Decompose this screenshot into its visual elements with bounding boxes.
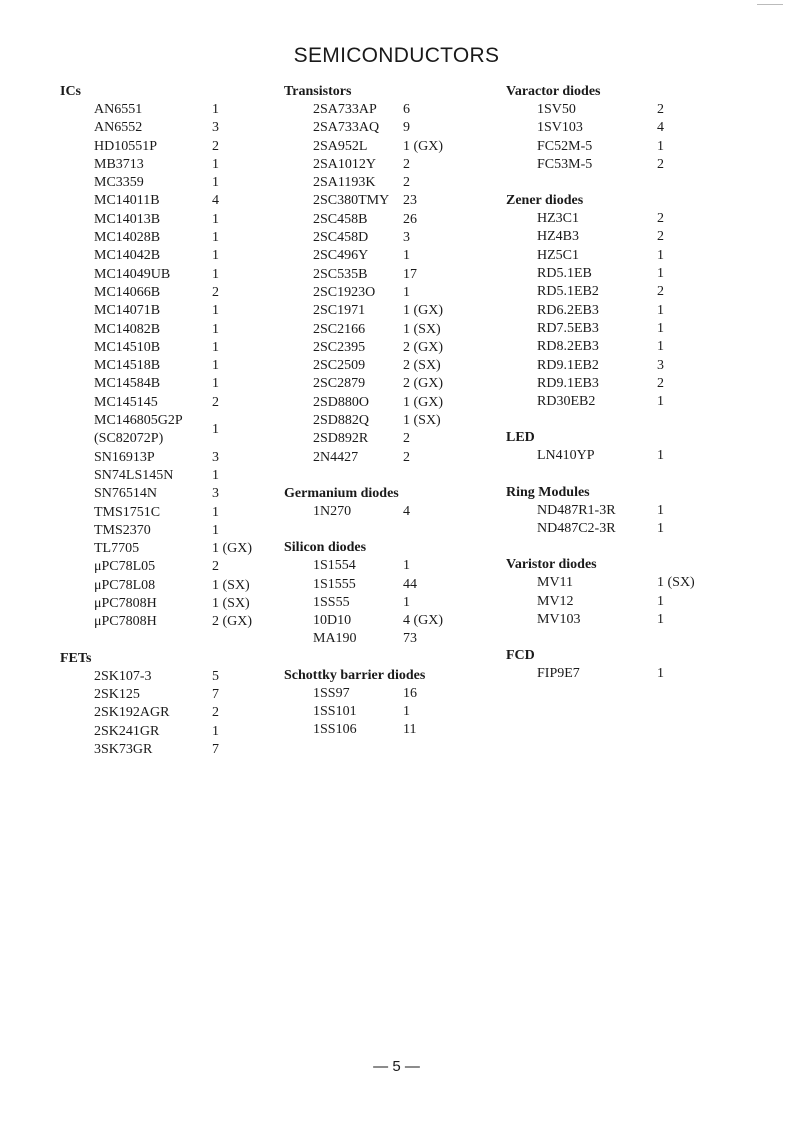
quantity: 5 <box>212 668 219 684</box>
part-number: RD9.1EB3 <box>537 375 599 391</box>
part-number: 3SK73GR <box>94 741 153 757</box>
list-item <box>284 156 514 174</box>
part-number: ND487R1-3R <box>537 502 616 518</box>
list-item <box>506 265 786 283</box>
list-item <box>60 412 290 449</box>
list-item <box>506 611 786 629</box>
part-number: 1SS101 <box>313 704 357 720</box>
quantity: 1 <box>657 521 664 537</box>
list-item <box>60 467 290 485</box>
list-item <box>60 449 290 467</box>
list-item <box>506 302 786 320</box>
list-item <box>284 721 514 739</box>
part-number: MV103 <box>537 611 581 627</box>
part-number: 2SC2879 <box>313 376 366 392</box>
quantity: 2 <box>657 156 664 172</box>
quantity: 3 <box>403 230 410 246</box>
part-number: 2SC458D <box>313 230 369 246</box>
part-number: 2N4427 <box>313 449 359 465</box>
quantity: 1 <box>212 211 219 227</box>
quantity: 1 (SX) <box>657 575 695 591</box>
quantity: 1 <box>212 230 219 246</box>
part-number: HZ5C1 <box>537 247 579 263</box>
list-item <box>284 685 514 703</box>
list-item <box>284 321 514 339</box>
list-item <box>60 504 290 522</box>
list-item <box>284 449 514 467</box>
quantity: 2 <box>403 156 410 172</box>
quantity: 2 <box>403 449 410 465</box>
quantity: 1 <box>212 723 219 739</box>
quantity: 1 <box>403 594 410 610</box>
part-number: 2SC2509 <box>313 358 366 374</box>
section-gap <box>506 629 786 647</box>
list-item <box>60 138 290 156</box>
list-item <box>506 520 786 538</box>
part-number: 1S1555 <box>313 576 356 592</box>
part-number: HZ4B3 <box>537 229 579 245</box>
quantity: 2 <box>657 211 664 227</box>
quantity: 7 <box>212 686 219 702</box>
quantity: 1 <box>212 522 219 538</box>
quantity: 2 <box>212 138 219 154</box>
list-item <box>60 284 290 302</box>
quantity: 4 (GX) <box>403 613 444 629</box>
list-item <box>60 540 290 558</box>
list-item <box>60 302 290 320</box>
quantity: 1 <box>403 704 410 720</box>
part-number: RD6.2EB3 <box>537 302 599 318</box>
quantity: 3 <box>212 486 219 502</box>
part-number: RD30EB2 <box>537 394 596 410</box>
part-number: 2SD880O <box>313 394 370 410</box>
part-number: 2SK192AGR <box>94 705 170 721</box>
section-heading: Varistor diodes <box>506 557 597 573</box>
list-item <box>284 375 514 393</box>
list-item <box>284 174 514 192</box>
part-number: μPC7808H <box>94 614 157 630</box>
part-number: AN6551 <box>94 102 143 117</box>
list-item <box>506 228 786 246</box>
part-number: μPC7808H <box>94 596 157 612</box>
quantity: 11 <box>403 722 417 738</box>
part-number: MC3359 <box>94 175 144 191</box>
list-item <box>284 576 514 594</box>
part-number: MC14584B <box>94 376 161 392</box>
quantity: 4 <box>657 120 664 136</box>
section-gap <box>506 411 786 429</box>
quantity: 3 <box>212 449 219 465</box>
list-item <box>506 593 786 611</box>
quantity: 2 <box>212 559 219 575</box>
part-number: MC14042B <box>94 248 161 264</box>
quantity: 1 <box>657 502 664 518</box>
list-item <box>284 284 514 302</box>
part-number: 1SV50 <box>537 102 576 117</box>
part-number: HZ3C1 <box>537 211 579 227</box>
quantity: 1 (SX) <box>212 596 250 612</box>
quantity: 3 <box>212 120 219 136</box>
part-number: 2SK107-3 <box>94 668 152 684</box>
list-item <box>506 338 786 356</box>
part-number: MC14013B <box>94 211 161 227</box>
list-item <box>284 430 514 448</box>
list-item <box>60 156 290 174</box>
quantity: 1 <box>657 611 664 627</box>
list-item <box>60 174 290 192</box>
part-number: 1S1554 <box>313 558 356 574</box>
quantity: 1 <box>657 320 664 336</box>
quantity: 1 <box>212 102 219 117</box>
quantity: 1 (GX) <box>403 394 444 410</box>
list-item <box>284 412 514 430</box>
section-gap <box>506 538 786 556</box>
list-item <box>284 138 514 156</box>
quantity: 4 <box>403 503 410 519</box>
part-number: 2SC2166 <box>313 321 366 337</box>
quantity: 1 <box>212 467 219 483</box>
quantity: 1 <box>657 339 664 355</box>
list-item <box>506 502 786 520</box>
list-item <box>506 119 786 137</box>
quantity: 1 (GX) <box>212 541 253 557</box>
part-number: RD8.2EB3 <box>537 339 599 355</box>
quantity: 1 (GX) <box>403 303 444 319</box>
part-number: MC14049UB <box>94 266 171 282</box>
part-number: 2SC1971 <box>313 303 366 319</box>
section-heading: Transistors <box>284 84 352 99</box>
section-gap <box>284 521 514 539</box>
list-item <box>284 229 514 247</box>
list-item <box>506 283 786 301</box>
quantity: 1 <box>212 376 219 392</box>
quantity: 1 (GX) <box>403 138 444 154</box>
quantity: 1 <box>403 284 410 300</box>
list-item <box>284 557 514 575</box>
list-item <box>506 393 786 411</box>
part-number: MC14028B <box>94 230 161 246</box>
list-item <box>506 320 786 338</box>
list-item <box>506 665 786 683</box>
list-item <box>506 375 786 393</box>
list-item <box>284 101 514 119</box>
list-item <box>284 357 514 375</box>
part-number: MC14510B <box>94 339 161 355</box>
list-item <box>60 119 290 137</box>
part-number: RD5.1EB2 <box>537 284 599 300</box>
list-item <box>60 339 290 357</box>
part-number: μPC78L08 <box>94 577 156 593</box>
list-item <box>506 447 786 465</box>
quantity: 1 <box>212 321 219 337</box>
section-heading: ICs <box>60 84 82 99</box>
list-item <box>60 522 290 540</box>
quantity: 1 <box>657 302 664 318</box>
quantity: 1 <box>657 266 664 282</box>
scan-mark <box>757 4 783 5</box>
part-number: SN16913P <box>94 449 155 465</box>
list-item <box>506 247 786 265</box>
part-number: 2SA733AQ <box>313 120 380 136</box>
part-number: 2SA733AP <box>313 102 377 117</box>
list-item <box>506 357 786 375</box>
section-gap <box>506 174 786 192</box>
list-item <box>60 668 290 686</box>
part-number: RD5.1EB <box>537 266 592 282</box>
list-item <box>284 630 514 648</box>
list-item <box>60 686 290 704</box>
part-number: 2SD892R <box>313 431 369 447</box>
list-item <box>60 595 290 613</box>
quantity: 1 <box>212 175 219 191</box>
quantity: 2 <box>657 102 664 117</box>
page-title: SEMICONDUCTORS <box>293 44 500 67</box>
quantity: 4 <box>212 193 219 209</box>
section-heading: Silicon diodes <box>284 540 367 556</box>
list-item <box>60 101 290 119</box>
part-number: 2SC458B <box>313 211 368 227</box>
part-number: TMS2370 <box>94 522 151 538</box>
quantity: 17 <box>403 266 417 282</box>
part-number: 2SC1923O <box>313 284 376 300</box>
quantity: 1 (SX) <box>212 577 250 593</box>
part-number: 2SA1012Y <box>313 156 377 172</box>
part-number: MC145145 <box>94 394 158 410</box>
quantity: 1 (SX) <box>403 413 441 429</box>
part-number: 2SC535B <box>313 266 368 282</box>
section-heading: FETs <box>60 650 92 666</box>
quantity: 2 <box>657 375 664 391</box>
list-item <box>60 192 290 210</box>
part-number: MC14066B <box>94 284 161 300</box>
list-item <box>284 612 514 630</box>
part-number: 10D10 <box>313 613 352 629</box>
list-item <box>60 577 290 595</box>
section-heading: Varactor diodes <box>506 84 601 99</box>
part-number: MA190 <box>313 631 357 647</box>
part-number: 2SA952L <box>313 138 368 154</box>
quantity: 2 <box>657 229 664 245</box>
quantity: 2 <box>212 284 219 300</box>
part-number: MV11 <box>537 575 574 591</box>
list-item <box>60 613 290 631</box>
quantity: 2 <box>212 394 219 410</box>
quantity: 16 <box>403 685 417 701</box>
part-number: 2SD882Q <box>313 413 370 429</box>
page-number: — 5 — <box>373 1058 420 1075</box>
part-number: 2SC2395 <box>313 339 366 355</box>
part-number: FIP9E7 <box>537 666 580 682</box>
part-number: μPC78L05 <box>94 559 156 575</box>
part-number: FC53M-5 <box>537 156 593 172</box>
quantity: 23 <box>403 193 417 209</box>
quantity: 1 <box>212 358 219 374</box>
quantity: 2 (GX) <box>403 339 444 355</box>
list-item <box>60 375 290 393</box>
part-number: MC146805G2P <box>94 413 183 429</box>
quantity: 9 <box>403 120 410 136</box>
part-number: MC14518B <box>94 358 161 374</box>
part-number: 1SS97 <box>313 685 350 701</box>
part-number: MC14011B <box>94 193 160 209</box>
section-heading: Germanium diodes <box>284 485 399 501</box>
list-item <box>284 394 514 412</box>
section-heading: Zener diodes <box>506 193 584 209</box>
list-item <box>284 211 514 229</box>
quantity: 1 <box>403 248 410 264</box>
part-number: 2SC496Y <box>313 248 369 264</box>
part-number: HD10551P <box>94 138 158 154</box>
list-item <box>284 703 514 721</box>
quantity: 1 <box>657 138 664 154</box>
part-number: 2SC380TMY <box>313 193 390 209</box>
list-item <box>506 210 786 228</box>
part-number: 1SV103 <box>537 120 583 136</box>
quantity: 2 (GX) <box>212 614 253 630</box>
part-number: RD7.5EB3 <box>537 320 599 336</box>
list-item <box>60 558 290 576</box>
list-item <box>60 394 290 412</box>
list-item <box>60 723 290 741</box>
column-left <box>60 83 290 759</box>
quantity: 73 <box>403 631 417 647</box>
part-number: MV12 <box>537 593 574 609</box>
section-heading: Schottky barrier diodes <box>284 667 426 683</box>
list-item <box>60 211 290 229</box>
section-gap <box>284 649 514 667</box>
list-item <box>60 357 290 375</box>
quantity: 1 <box>212 266 219 282</box>
list-item <box>284 192 514 210</box>
list-item <box>506 574 786 592</box>
quantity: 1 <box>657 394 664 410</box>
quantity: 3 <box>657 357 664 373</box>
section-gap <box>284 467 514 485</box>
part-number: TL7705 <box>94 541 140 557</box>
quantity: 26 <box>403 211 417 227</box>
section-heading: LED <box>506 430 535 446</box>
quantity: 1 <box>403 558 410 574</box>
section-gap <box>60 632 290 650</box>
section-heading: FCD <box>506 648 535 664</box>
quantity: 2 <box>212 705 219 721</box>
list-item <box>284 594 514 612</box>
quantity: 1 <box>212 303 219 319</box>
part-number: RD9.1EB2 <box>537 357 599 373</box>
part-number-alt: (SC82072P) <box>94 431 164 447</box>
part-number: MC14082B <box>94 321 161 337</box>
quantity: 2 <box>657 284 664 300</box>
part-number: 2SA1193K <box>313 175 376 191</box>
list-item <box>60 704 290 722</box>
quantity: 1 <box>212 504 219 520</box>
list-item <box>284 266 514 284</box>
list-item <box>60 485 290 503</box>
list-item <box>284 302 514 320</box>
section-gap <box>506 466 786 484</box>
part-number: TMS1751C <box>94 504 161 520</box>
part-number: 1SS55 <box>313 594 350 610</box>
list-item <box>60 266 290 284</box>
quantity: 1 <box>657 666 664 682</box>
list-item <box>60 321 290 339</box>
quantity: 1 <box>657 247 664 263</box>
list-item <box>60 741 290 759</box>
list-item <box>284 247 514 265</box>
column-middle <box>284 83 514 740</box>
part-number: FC52M-5 <box>537 138 593 154</box>
quantity: 1 <box>212 422 219 438</box>
quantity: 44 <box>403 576 417 592</box>
part-number: SN76514N <box>94 486 158 502</box>
quantity: 1 <box>657 593 664 609</box>
part-number: MC14071B <box>94 303 161 319</box>
section-heading: Ring Modules <box>506 484 590 500</box>
list-item <box>284 119 514 137</box>
quantity: 1 <box>657 448 664 464</box>
list-item <box>506 138 786 156</box>
list-item <box>506 101 786 119</box>
quantity: 2 (GX) <box>403 376 444 392</box>
quantity: 6 <box>403 102 410 117</box>
quantity: 2 <box>403 175 410 191</box>
part-number: 2SK241GR <box>94 723 160 739</box>
part-number: 2SK125 <box>94 686 140 702</box>
list-item <box>284 503 514 521</box>
list-item <box>60 247 290 265</box>
part-number: LN410YP <box>537 448 595 464</box>
column-right <box>506 83 786 684</box>
list-item <box>60 229 290 247</box>
quantity: 2 (SX) <box>403 358 441 374</box>
part-number: MB3713 <box>94 156 144 172</box>
part-number: 1N270 <box>313 503 352 519</box>
quantity: 1 <box>212 339 219 355</box>
quantity: 2 <box>403 431 410 447</box>
part-number: ND487C2-3R <box>537 521 616 537</box>
part-number: AN6552 <box>94 120 143 136</box>
quantity: 1 (SX) <box>403 321 441 337</box>
quantity: 1 <box>212 248 219 264</box>
quantity: 1 <box>212 156 219 172</box>
part-number: SN74LS145N <box>94 467 174 483</box>
part-number: 1SS106 <box>313 722 357 738</box>
list-item <box>284 339 514 357</box>
quantity: 7 <box>212 741 219 757</box>
list-item <box>506 156 786 174</box>
